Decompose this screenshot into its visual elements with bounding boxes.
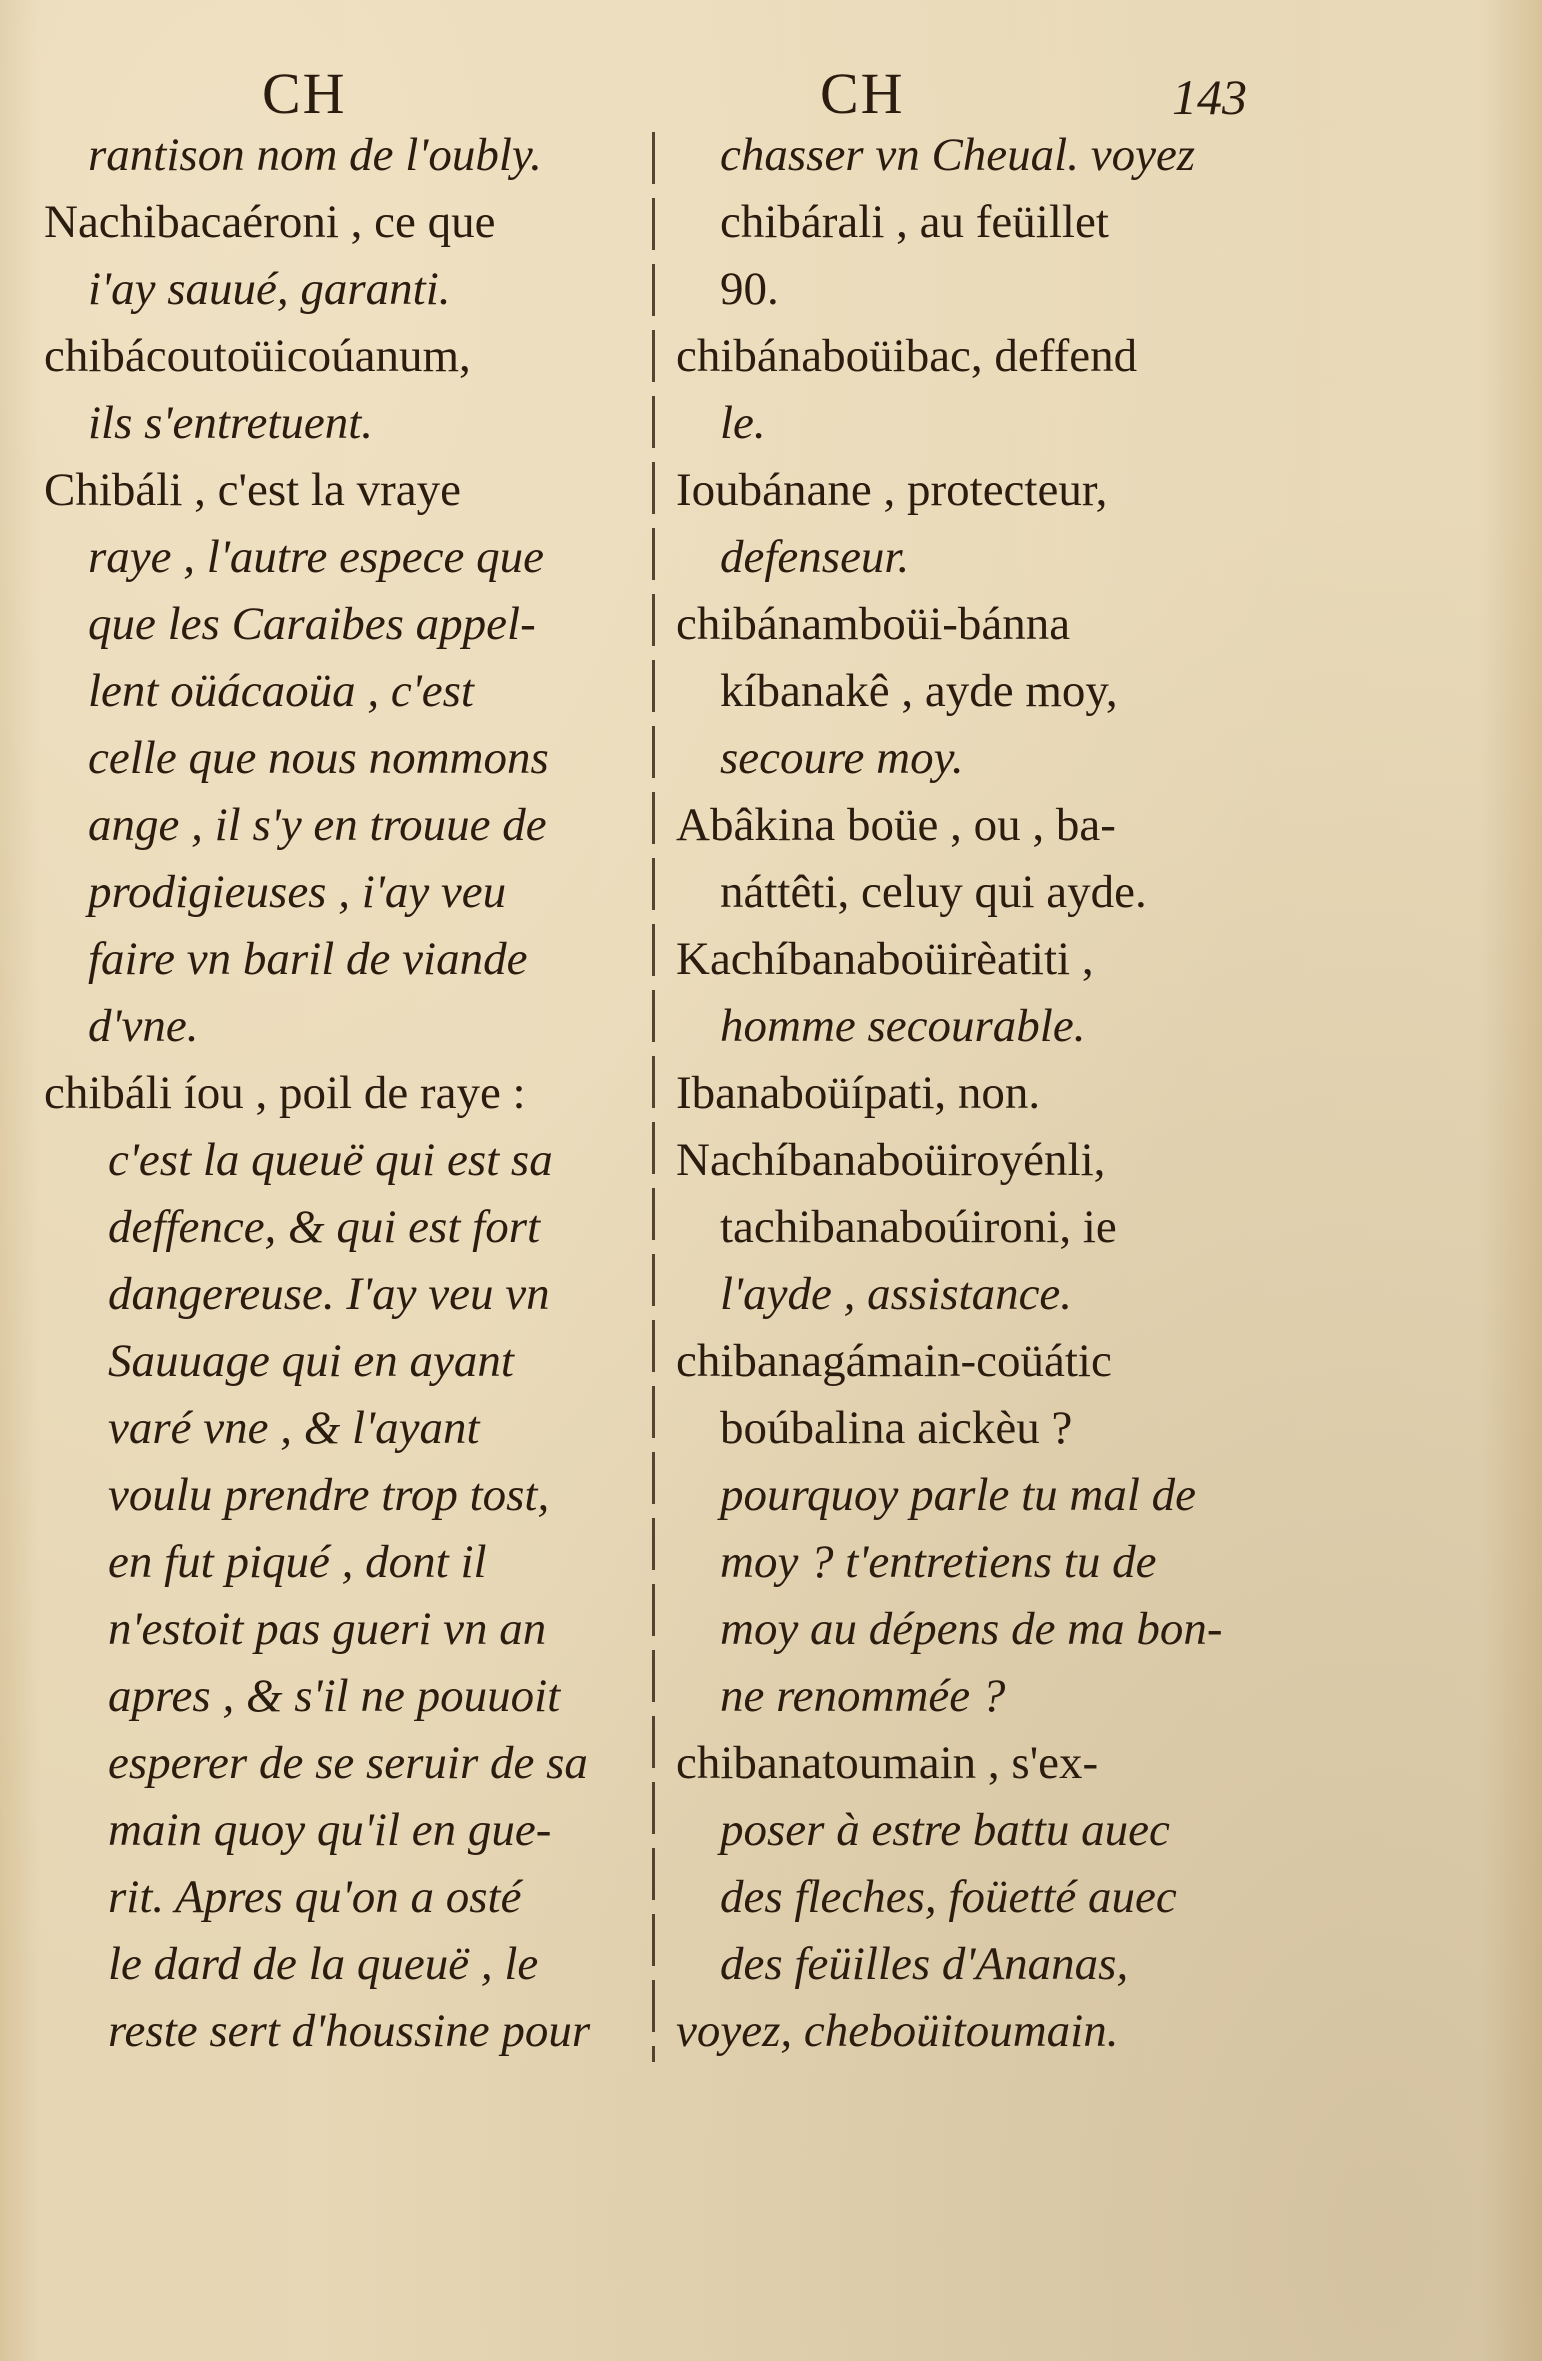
text-line: chibanagámain-coüátic (676, 1335, 1112, 1387)
text-line: deffence, & qui est fort (108, 1201, 541, 1253)
text-line: secoure moy. (720, 732, 964, 784)
text-line: apres , & s'il ne pouuoit (108, 1670, 561, 1722)
text-line: prodigieuses , i'ay veu (88, 866, 507, 918)
text-line: Nachibacaéroni , ce que (44, 196, 496, 248)
text-line: varé vne , & l'ayant (108, 1402, 480, 1454)
text-line: Ioubánane , protecteur, (676, 464, 1108, 516)
text-line: kíbanakê , ayde moy, (720, 665, 1118, 717)
text-line: chibanatoumain , s'ex- (676, 1737, 1099, 1789)
text-line: Abâkina boüe , ou , ba- (676, 799, 1116, 851)
column-divider (652, 132, 655, 2062)
text-line: defenseur. (720, 531, 910, 583)
text-line: faire vn baril de viande (88, 933, 528, 985)
text-line: lent oüácaoüa , c'est (88, 665, 474, 717)
text-line: rit. Apres qu'on a osté (108, 1871, 522, 1923)
text-line: celle que nous nommons (88, 732, 549, 784)
text-line: moy au dépens de ma bon- (720, 1603, 1223, 1655)
text-line: n'estoit pas gueri vn an (108, 1603, 547, 1655)
text-line: le dard de la queuë , le (108, 1938, 539, 1990)
text-line: chasser vn Cheual. voyez (720, 129, 1196, 181)
text-line: rantison nom de l'oubly. (88, 129, 542, 181)
text-line: homme secourable. (720, 1000, 1086, 1052)
text-line: Chibáli , c'est la vraye (44, 464, 461, 516)
text-line: chibáli íou , poil de raye : (44, 1067, 526, 1119)
text-line: chibánaboüibac, deffend (676, 330, 1138, 382)
text-line: chibácoutoüicoúanum, (44, 330, 471, 382)
text-line: voyez, cheboüitoumain. (676, 2005, 1119, 2057)
text-line: des feüilles d'Ananas, (720, 1938, 1129, 1990)
text-line: raye , l'autre espece que (88, 531, 544, 583)
text-line: moy ? t'entretiens tu de (720, 1536, 1157, 1588)
text-line: dangereuse. I'ay veu vn (108, 1268, 550, 1320)
text-line: le. (720, 397, 766, 449)
text-line: náttêti, celuy qui ayde. (720, 866, 1147, 918)
text-line: que les Caraibes appel- (88, 598, 536, 650)
text-line: en fut piqué , dont il (108, 1536, 487, 1588)
text-line: chibánamboüi-bánna (676, 598, 1071, 650)
left-column (44, 122, 642, 2065)
text-line: i'ay sauué, garanti. (88, 263, 451, 315)
text-line: tachibanaboúironi, ie (720, 1201, 1117, 1253)
text-line: Ibanaboüípati, non. (676, 1067, 1041, 1119)
running-header-right: CH (820, 61, 905, 126)
text-line: esperer de se seruir de sa (108, 1737, 588, 1789)
text-line: des fleches, foüetté auec (720, 1871, 1177, 1923)
text-line: voulu prendre trop tost, (108, 1469, 550, 1521)
right-column (676, 122, 1296, 2065)
text-line: poser à estre battu auec (720, 1804, 1170, 1856)
text-line: ils s'entretuent. (88, 397, 374, 449)
text-line: main quoy qu'il en gue- (108, 1804, 552, 1856)
text-line: l'ayde , assistance. (720, 1268, 1073, 1320)
text-line: Sauuage qui en ayant (108, 1335, 514, 1387)
text-line: ange , il s'y en trouue de (88, 799, 547, 851)
text-line: c'est la queuë qui est sa (108, 1134, 553, 1186)
text-line: chibárali , au feüillet (720, 196, 1109, 248)
text-line: d'vne. (88, 1000, 199, 1052)
page-number: 143 (1172, 69, 1247, 125)
text-line: pourquoy parle tu mal de (720, 1469, 1197, 1521)
text-line: 90. (720, 263, 779, 315)
running-header-left: CH (262, 61, 347, 126)
text-line: Nachíbanaboüiroyénli, (676, 1134, 1106, 1186)
text-line: reste sert d'houssine pour (108, 2005, 591, 2057)
text-line: boúbalina aickèu ? (720, 1402, 1073, 1454)
text-line: Kachíbanaboüirèatiti , (676, 933, 1094, 985)
text-line: ne renommée ? (720, 1670, 1006, 1722)
